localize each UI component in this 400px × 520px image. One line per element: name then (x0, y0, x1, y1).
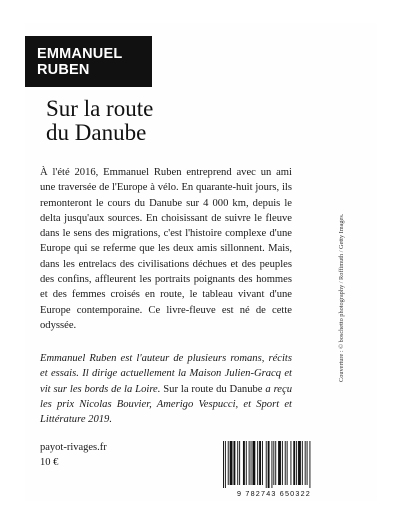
barcode-bar (273, 441, 274, 485)
barcode-bar (307, 441, 308, 485)
author-bio (40, 351, 292, 427)
barcode-bar (259, 441, 261, 485)
barcode-bar (262, 441, 263, 485)
barcode-bar (251, 441, 252, 485)
barcode-bar (228, 441, 229, 485)
barcode-bar (271, 441, 272, 488)
author-name-box (25, 36, 152, 87)
book-title (46, 97, 246, 145)
barcode-bar (309, 441, 310, 488)
author-first-name: EMMANUEL (37, 46, 123, 62)
barcode-bar (282, 441, 283, 485)
bio-text-1: Emmanuel Ruben est l'auteur de plusieurs romans, récits et essais. Il dirige actuellement la Maison Julien-Gracq et vit sur les bords de la Loire. (40, 353, 292, 395)
barcode-bar (252, 441, 255, 485)
blurb-paragraph: À l'été 2016, Emmanuel Ruben entreprend avec un ami une traversée de l'Europe à vélo. En quarante-huit jours, ils remonteront le cours du Danube sur 4 000 km, depuis le delta jusqu'aux sources. En choisissant de suivre le fleuve dans le sens des migrations, c'est l'histoire complexe d'une Europe qui se referme que les deux amis sillonnent. Mais, dans les entrelacs des civilisations déchues et des peuples des confins, affleurent les portraits poignants des hommes et des femmes croisés en route, le tableau vivant d'une Europe contemporaine. Ce livre-fleuve est né de cette odyssée. (40, 167, 292, 331)
title-line-1: Sur la route (46, 96, 154, 121)
barcode-bar (266, 441, 267, 488)
cover-photo-credit: Couverture : © boschetto photography / Roffimuth / Getty Images. (338, 213, 345, 382)
isbn-barcode (219, 441, 329, 499)
barcode-bar (246, 441, 247, 485)
barcode-bar (233, 441, 235, 485)
barcode-bar (296, 441, 297, 485)
bio-text-2: a reçu les prix Nicolas Bouvier, Amerigo Vespucci, et Sport et Littérature 2019. (40, 383, 293, 426)
barcode-bar (237, 441, 238, 485)
barcode-bar (298, 441, 301, 485)
author-last-name: RUBEN (37, 62, 90, 78)
bio-book-title: Sur la route du Danube (160, 383, 266, 395)
isbn-number: 9 782743 650322 (237, 489, 311, 498)
barcode-bars (219, 441, 329, 489)
barcode-bar (302, 441, 303, 485)
barcode-bar (293, 441, 295, 485)
barcode-bar (287, 441, 288, 485)
barcode-bar (290, 441, 291, 485)
barcode-bar (230, 441, 233, 485)
publisher-website: payot-rivages.fr (40, 442, 107, 453)
barcode-bar (305, 441, 306, 485)
barcode-bar (249, 441, 250, 485)
barcode-bar (239, 441, 240, 485)
barcode-bar (257, 441, 258, 485)
title-line-2: du Danube (46, 120, 147, 145)
barcode-bar (225, 441, 226, 488)
barcode-bar (275, 441, 276, 485)
barcode-bar (278, 441, 281, 485)
barcode-bar (223, 441, 224, 488)
barcode-bar (268, 441, 270, 488)
barcode-bar (285, 441, 286, 485)
barcode-bar (243, 441, 245, 485)
book-price: 10 € (40, 457, 59, 468)
